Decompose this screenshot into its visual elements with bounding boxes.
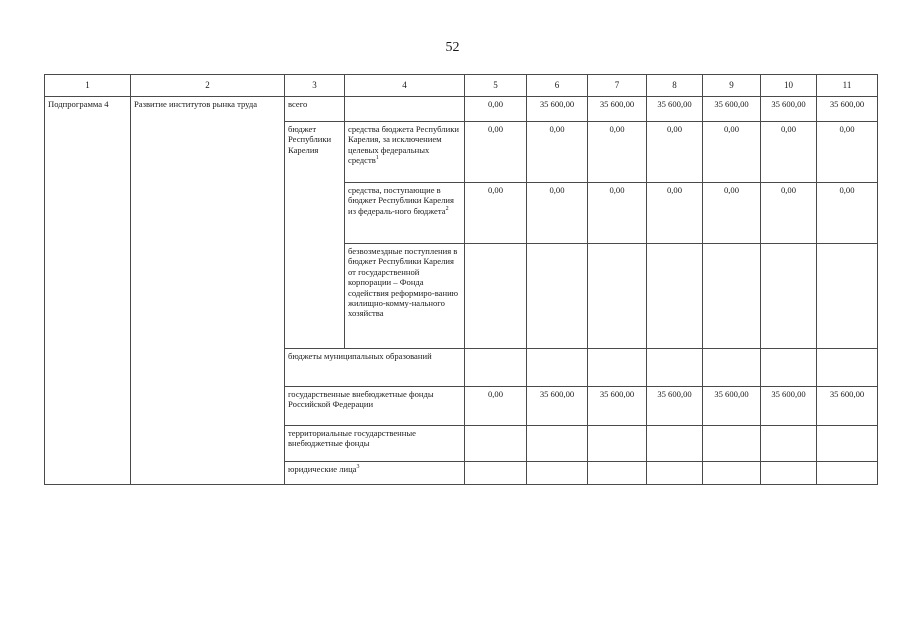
empty-cell [647,462,703,485]
column-header: 11 [817,75,878,97]
column-header: 8 [647,75,703,97]
column-header: 4 [345,75,465,97]
footnote-mark: 2 [445,205,449,212]
footnote-mark: 1 [375,155,379,162]
empty-cell [465,462,527,485]
value-cell: 0,00 [527,183,588,244]
source-label-text: юридические лица [288,464,357,474]
empty-cell [817,462,878,485]
value-cell: 35 600,00 [817,97,878,122]
source-label-cell: территориальные государственные внебюджетные фонды [285,426,465,462]
empty-cell [647,244,703,349]
empty-cell [761,426,817,462]
value-cell: 0,00 [527,122,588,183]
value-cell: 0,00 [465,122,527,183]
value-cell: 35 600,00 [588,97,647,122]
empty-cell [527,462,588,485]
table-row-total [45,97,878,122]
empty-cell [527,426,588,462]
value-cell: 35 600,00 [647,387,703,426]
value-cell: 0,00 [588,122,647,183]
empty-cell [465,244,527,349]
value-cell: 0,00 [588,183,647,244]
empty-cell [817,349,878,387]
empty-cell [703,426,761,462]
empty-cell [588,426,647,462]
empty-cell [647,349,703,387]
empty-cell [465,426,527,462]
column-header: 9 [703,75,761,97]
value-cell: 0,00 [761,183,817,244]
empty-cell [703,462,761,485]
empty-cell [817,426,878,462]
value-cell: 0,00 [703,122,761,183]
value-cell: 0,00 [761,122,817,183]
empty-cell [527,244,588,349]
empty-cell [345,97,465,122]
program-name-cell: Развитие институтов рынка труда [131,97,285,485]
source-detail-cell: безвозмездные поступления в бюджет Республики Карелия от государственной корпорации – Фонда содействия реформиро-ванию жилищно-комму-нального хозяйства [345,244,465,349]
source-detail-text: средства, поступающие в бюджет Республики Карелия из федераль-ного бюджета [348,185,454,216]
empty-cell [817,244,878,349]
empty-cell [588,349,647,387]
regional-budget-cell: бюджет Республики Карелия [285,122,345,349]
source-detail-cell [345,122,465,183]
value-cell: 0,00 [647,183,703,244]
budget-table [44,74,878,485]
value-cell: 35 600,00 [703,387,761,426]
value-cell: 0,00 [647,122,703,183]
value-cell: 0,00 [817,183,878,244]
empty-cell [527,349,588,387]
value-cell: 35 600,00 [703,97,761,122]
source-label-cell: всего [285,97,345,122]
empty-cell [465,349,527,387]
value-cell: 0,00 [465,387,527,426]
column-header: 10 [761,75,817,97]
source-label-cell: бюджеты муниципальных образований [285,349,465,387]
value-cell: 35 600,00 [761,97,817,122]
empty-cell [703,244,761,349]
empty-cell [588,462,647,485]
value-cell: 35 600,00 [647,97,703,122]
column-header: 7 [588,75,647,97]
source-label-cell: государственные внебюджетные фонды Российской Федерации [285,387,465,426]
page-number: 52 [445,40,460,55]
empty-cell [761,244,817,349]
value-cell: 35 600,00 [761,387,817,426]
empty-cell [703,349,761,387]
source-detail-cell [345,183,465,244]
empty-cell [761,462,817,485]
column-header: 3 [285,75,345,97]
program-code-cell: Подпрограмма 4 [45,97,131,485]
value-cell: 35 600,00 [817,387,878,426]
source-label-cell [285,462,465,485]
footnote-mark: 3 [356,464,360,471]
empty-cell [761,349,817,387]
empty-cell [588,244,647,349]
value-cell: 0,00 [465,97,527,122]
value-cell: 0,00 [465,183,527,244]
header-row [45,75,878,97]
column-header: 6 [527,75,588,97]
column-header: 2 [131,75,285,97]
source-detail-text: средства бюджета Республики Карелия, за исключением целевых федеральных средств [348,124,459,166]
column-header: 1 [45,75,131,97]
value-cell: 35 600,00 [527,387,588,426]
column-header: 5 [465,75,527,97]
value-cell: 35 600,00 [527,97,588,122]
value-cell: 0,00 [703,183,761,244]
empty-cell [647,426,703,462]
value-cell: 35 600,00 [588,387,647,426]
value-cell: 0,00 [817,122,878,183]
